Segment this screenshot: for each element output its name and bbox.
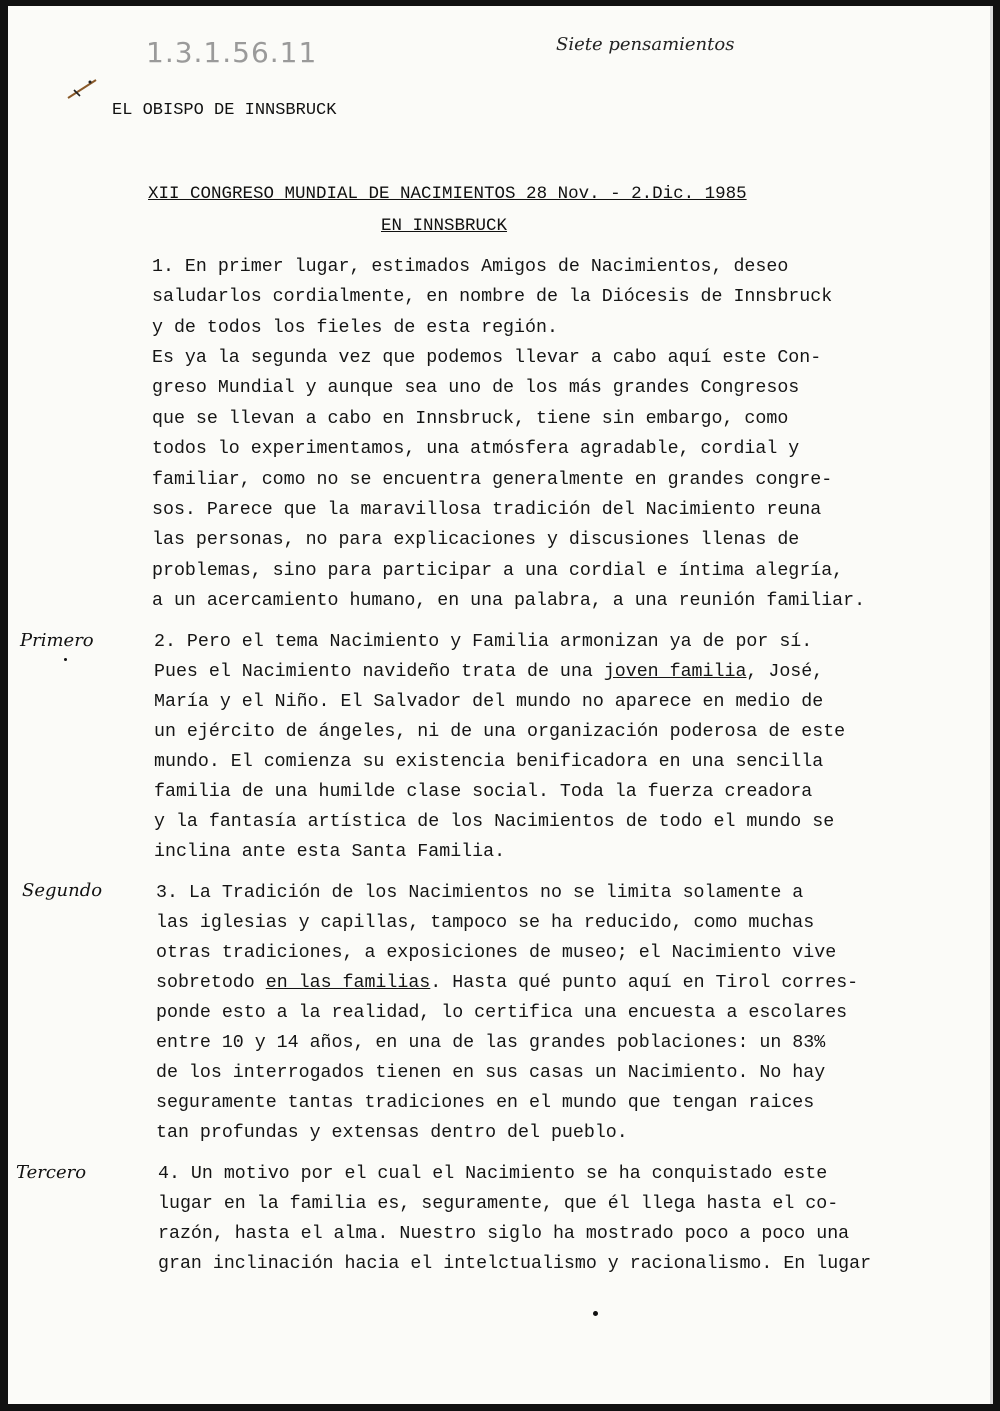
paragraph-2-line: María y el Niño. El Salvador del mundo no aparece en medio de — [154, 692, 824, 712]
paragraph-3-line: entre 10 y 14 años, en una de las grandes poblaciones: un 83% — [156, 1033, 826, 1053]
ink-dot — [64, 658, 67, 661]
paragraph-2-text: Pues el Nacimiento navideño trata de una — [154, 662, 604, 682]
paragraph-1-line: todos lo experimentamos, una atmósfera agradable, cordial y — [152, 439, 800, 459]
document-page — [8, 6, 993, 1404]
paragraph-2-line — [154, 661, 823, 683]
margin-note-primero: Primero — [20, 630, 94, 651]
handwritten-mark-icon — [66, 76, 100, 102]
paragraph-1-line: las personas, no para explicaciones y discusiones llenas de — [152, 530, 800, 550]
paragraph-3-line: ponde esto a la realidad, lo certifica una encuesta a escolares — [156, 1003, 848, 1023]
paragraph-1-line: sos. Parece que la maravillosa tradición del Nacimiento reuna — [152, 500, 822, 520]
paragraph-4-line: 4. Un motivo por el cual el Nacimiento se ha conquistado este — [158, 1164, 828, 1184]
paragraph-1-line: y de todos los fieles de esta región. — [152, 318, 558, 338]
paragraph-3-text: sobretodo — [156, 973, 266, 993]
paragraph-3-line: seguramente tantas tradiciones en el mundo que tengan raices — [156, 1093, 815, 1113]
paragraph-2-line: y la fantasía artística de los Nacimientos de todo el mundo se — [154, 812, 835, 832]
paragraph-2-line: 2. Pero el tema Nacimiento y Familia armonizan ya de por sí. — [154, 632, 813, 652]
paragraph-1-line: Es ya la segunda vez que podemos llevar a cabo aquí este Con- — [152, 348, 822, 368]
paragraph-1-line: que se llevan a cabo en Innsbruck, tiene sin embargo, como — [152, 409, 789, 429]
margin-note-segundo: Segundo — [22, 880, 103, 901]
paragraph-2-line: un ejército de ángeles, ni de una organización poderosa de este — [154, 722, 846, 742]
paragraph-3-line: tan profundas y extensas dentro del pueblo. — [156, 1123, 628, 1143]
paragraph-3-line — [156, 972, 858, 994]
paragraph-1-line: greso Mundial y aunque sea uno de los más grandes Congresos — [152, 378, 800, 398]
paragraph-4-line: gran inclinación hacia el intelctualismo y racionalismo. En lugar — [158, 1254, 872, 1274]
paragraph-4-line: lugar en la familia es, seguramente, que él llega hasta el co- — [158, 1194, 839, 1214]
paragraph-3-line: las iglesias y capillas, tampoco se ha reducido, como muchas — [156, 913, 815, 933]
underlined-phrase: en las familias — [265, 973, 431, 993]
paragraph-3-text: . Hasta qué punto aquí en Tirol corres- — [430, 973, 859, 993]
handwritten-top-note: Siete pensamientos — [556, 34, 735, 55]
paragraph-1-line: saludarlos cordialmente, en nombre de la Diócesis de Innsbruck — [152, 287, 833, 307]
sender-heading: EL OBISPO DE INNSBRUCK — [112, 101, 337, 120]
paragraph-4-line: razón, hasta el alma. Nuestro siglo ha mostrado poco a poco una — [158, 1224, 850, 1244]
underlined-phrase: joven familia — [603, 662, 747, 682]
margin-note-tercero: Tercero — [16, 1162, 87, 1183]
paragraph-1-line: a un acercamiento humano, en una palabra, a una reunión familiar. — [152, 591, 866, 611]
paragraph-2-line: inclina ante esta Santa Familia. — [154, 842, 506, 862]
archive-number: 1.3.1.56.11 — [146, 36, 318, 69]
paragraph-1-line: 1. En primer lugar, estimados Amigos de Nacimientos, deseo — [152, 257, 789, 277]
paragraph-2-text: , José, — [746, 662, 824, 682]
paragraph-2-line: familia de una humilde clase social. Toda la fuerza creadora — [154, 782, 813, 802]
paragraph-2-line: mundo. El comienza su existencia benificadora en una sencilla — [154, 752, 824, 772]
paragraph-1-line: familiar, como no se encuentra generalmente en grandes congre- — [152, 470, 833, 490]
paragraph-3-line: otras tradiciones, a exposiciones de museo; el Nacimiento vive — [156, 943, 837, 963]
paragraph-1-line: problemas, sino para participar a una cordial e íntima alegría, — [152, 561, 844, 581]
document-title: XII CONGRESO MUNDIAL DE NACIMIENTOS 28 Nov. - 2.Dic. 1985 — [148, 184, 747, 204]
paragraph-3-line: 3. La Tradición de los Nacimientos no se limita solamente a — [156, 883, 804, 903]
ink-dot — [593, 1311, 598, 1316]
paragraph-3-line: de los interrogados tienen en sus casas un Nacimiento. No hay — [156, 1063, 826, 1083]
document-subtitle: EN INNSBRUCK — [381, 216, 508, 236]
